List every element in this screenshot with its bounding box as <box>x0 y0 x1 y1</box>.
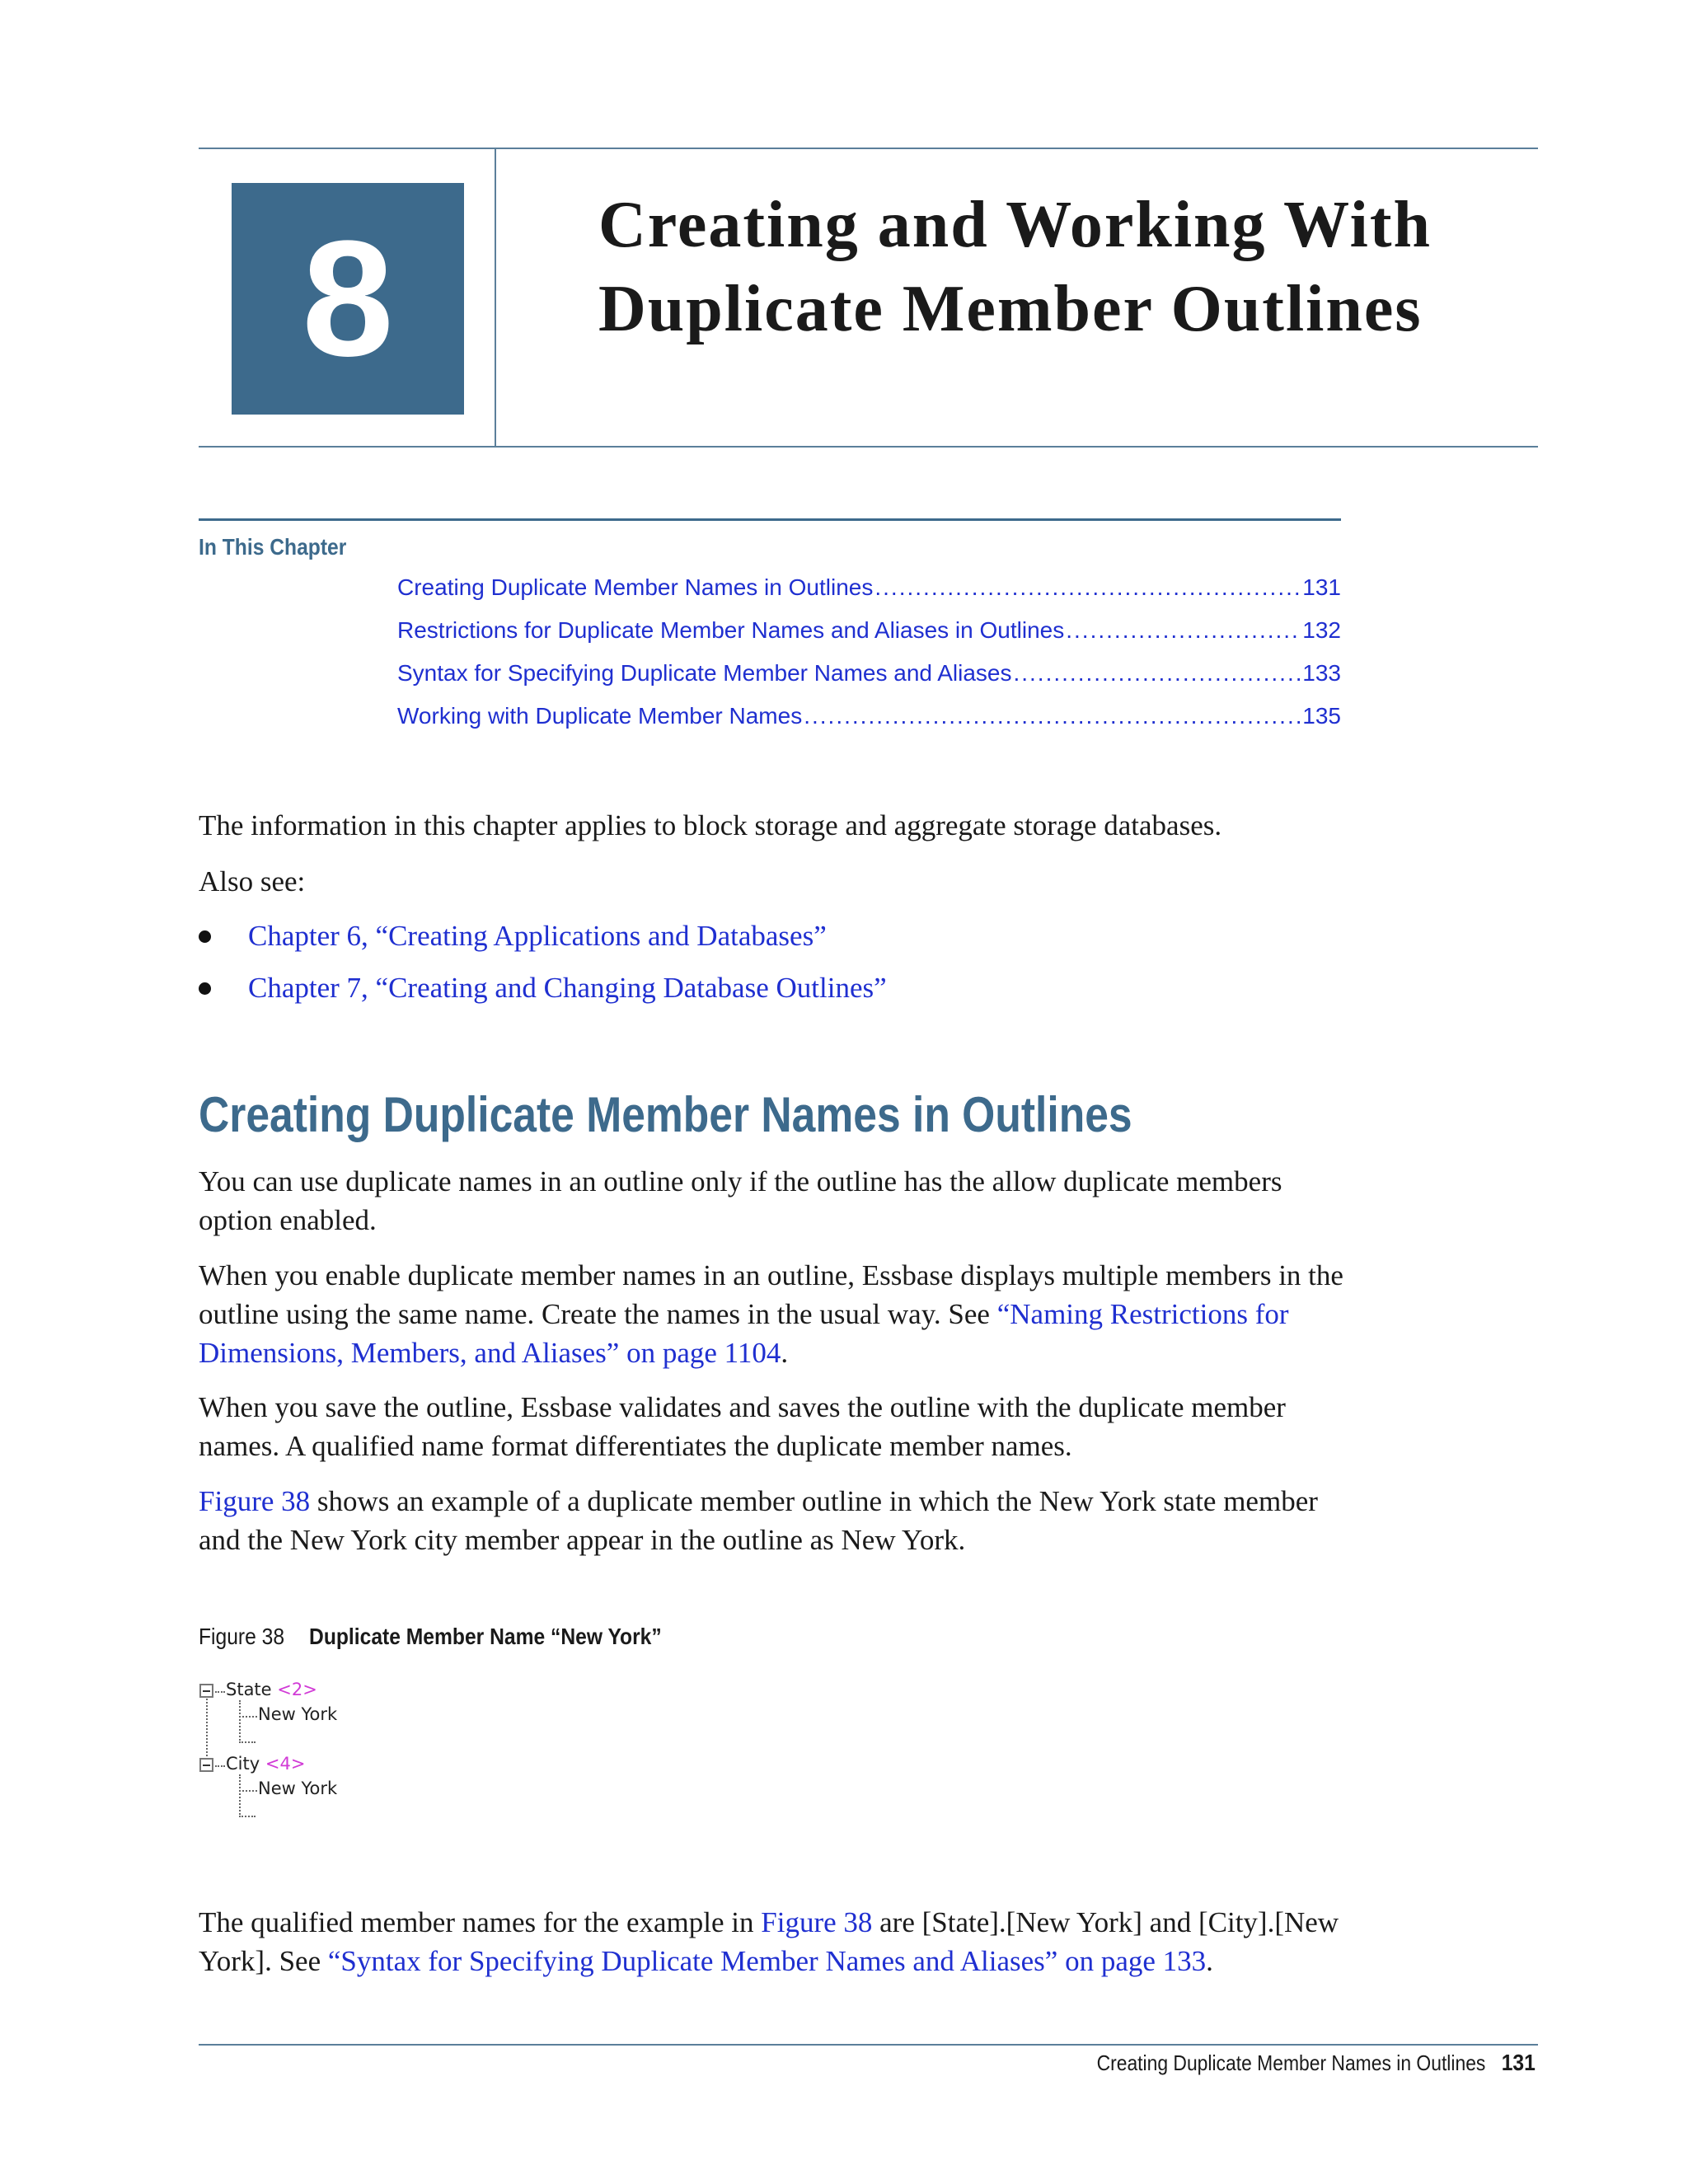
node-child-count: <2> <box>277 1680 317 1699</box>
toc-leader-dots <box>1066 617 1301 644</box>
toc-entry[interactable] <box>397 574 1341 607</box>
toc-heading: In This Chapter <box>199 534 347 560</box>
bullet-icon <box>199 930 211 943</box>
toc-leader-dots <box>804 703 1301 729</box>
section-paragraph-5 <box>199 1903 1344 1980</box>
toc-top-rule <box>199 518 1341 521</box>
tree-node-state <box>226 1680 317 1699</box>
tree-node-new-york: New York <box>258 1779 338 1798</box>
section-heading: Creating Duplicate Member Names in Outlines <box>199 1087 1132 1142</box>
section-paragraph-2 <box>199 1256 1344 1372</box>
see-also-link[interactable]: Chapter 7, “Creating and Changing Database Outlines” <box>248 972 887 1004</box>
paragraph-text: are [State].[New York] and [City].[New York]. See <box>199 1906 1339 1977</box>
tree-connector <box>215 1691 225 1693</box>
chapter-title-line-1: Creating and Working With <box>598 189 1432 261</box>
section-paragraph-1: You can use duplicate names in an outline only if the outline has the allow duplicate members option enabled. <box>199 1165 1282 1236</box>
section-paragraph-4 <box>199 1482 1344 1559</box>
paragraph-text: When you enable duplicate member names in an outline, Essbase displays multiple members in the outline using the same name. Create the names in the usual way. See <box>199 1259 1343 1330</box>
figure-reference-link[interactable]: Figure 38 <box>199 1485 311 1517</box>
paragraph-text: . <box>1206 1945 1213 1977</box>
footer-rule <box>199 2044 1538 2046</box>
tree-node-new-york: New York <box>258 1704 338 1724</box>
cross-reference-link[interactable]: “Naming Restrictions for Dimensions, Members, and Aliases” on page 1104 <box>199 1298 1289 1369</box>
toc-entry[interactable] <box>397 617 1341 650</box>
paragraph-text: . <box>781 1337 789 1369</box>
also-see-label: Also see: <box>199 865 306 898</box>
footer-page-number: 131 <box>1501 2050 1536 2075</box>
toc-entry-title: Syntax for Specifying Duplicate Member Names and Aliases <box>397 660 1012 686</box>
intro-paragraph: The information in this chapter applies to block storage and aggregate storage databases. <box>199 809 1222 841</box>
tree-node-city <box>226 1754 305 1774</box>
toc-entry-title: Restrictions for Duplicate Member Names and Aliases in Outlines <box>397 617 1065 643</box>
tree-connector <box>239 1741 256 1743</box>
tree-connector <box>239 1716 257 1718</box>
paragraph-text: The qualified member names for the example in <box>199 1906 762 1938</box>
tree-connector <box>239 1790 257 1792</box>
toc-entry-title: Working with Duplicate Member Names <box>397 703 803 729</box>
tree-connector <box>239 1816 256 1817</box>
figure-caption <box>199 1624 662 1650</box>
section-paragraph-3: When you save the outline, Essbase validates and saves the outline with the duplicate member names. A qualified name format differentiates the duplicate member names. <box>199 1391 1286 1462</box>
chapter-title <box>598 183 1571 351</box>
footer-section-title: Creating Duplicate Member Names in Outlines <box>1096 2050 1486 2075</box>
node-label: City <box>226 1754 260 1774</box>
toc-entry[interactable] <box>397 660 1341 693</box>
bullet-icon <box>199 982 211 995</box>
collapse-icon <box>199 1758 213 1772</box>
collapse-icon <box>199 1684 213 1698</box>
header-top-rule <box>199 148 1538 149</box>
outline-tree-figure <box>199 1675 363 1840</box>
page-footer <box>1097 2050 1536 2076</box>
paragraph-text: shows an example of a duplicate member outline in which the New York state member and the New York city member appear in the outline as New York. <box>199 1485 1318 1556</box>
node-child-count: <4> <box>265 1754 306 1774</box>
figure-title: Duplicate Member Name “New York” <box>309 1624 662 1649</box>
chapter-number-box <box>232 183 464 415</box>
toc-leader-dots <box>874 574 1301 601</box>
see-also-link[interactable]: Chapter 6, “Creating Applications and Databases” <box>248 920 827 952</box>
chapter-number: 8 <box>302 207 394 391</box>
figure-reference-link[interactable]: Figure 38 <box>761 1906 873 1938</box>
toc-entry-page: 131 <box>1302 574 1341 600</box>
toc-entry-page: 132 <box>1302 617 1341 643</box>
tree-connector <box>239 1700 241 1743</box>
toc-entry-page: 135 <box>1302 703 1341 729</box>
header-vertical-rule <box>495 148 496 448</box>
toc-entry-title: Creating Duplicate Member Names in Outlines <box>397 574 874 600</box>
node-label: State <box>226 1680 272 1699</box>
cross-reference-link[interactable]: “Syntax for Specifying Duplicate Member Names and Aliases” on page 133 <box>327 1945 1207 1977</box>
figure-number: Figure 38 <box>199 1624 285 1649</box>
toc-leader-dots <box>1013 660 1301 687</box>
header-bottom-rule <box>199 446 1538 448</box>
tree-connector <box>239 1774 241 1817</box>
tree-connector <box>215 1765 225 1767</box>
chapter-title-line-2: Duplicate Member Outlines <box>598 273 1423 345</box>
toc-entry[interactable] <box>397 703 1341 736</box>
toc-entry-page: 133 <box>1302 660 1341 686</box>
tree-connector <box>206 1692 208 1766</box>
